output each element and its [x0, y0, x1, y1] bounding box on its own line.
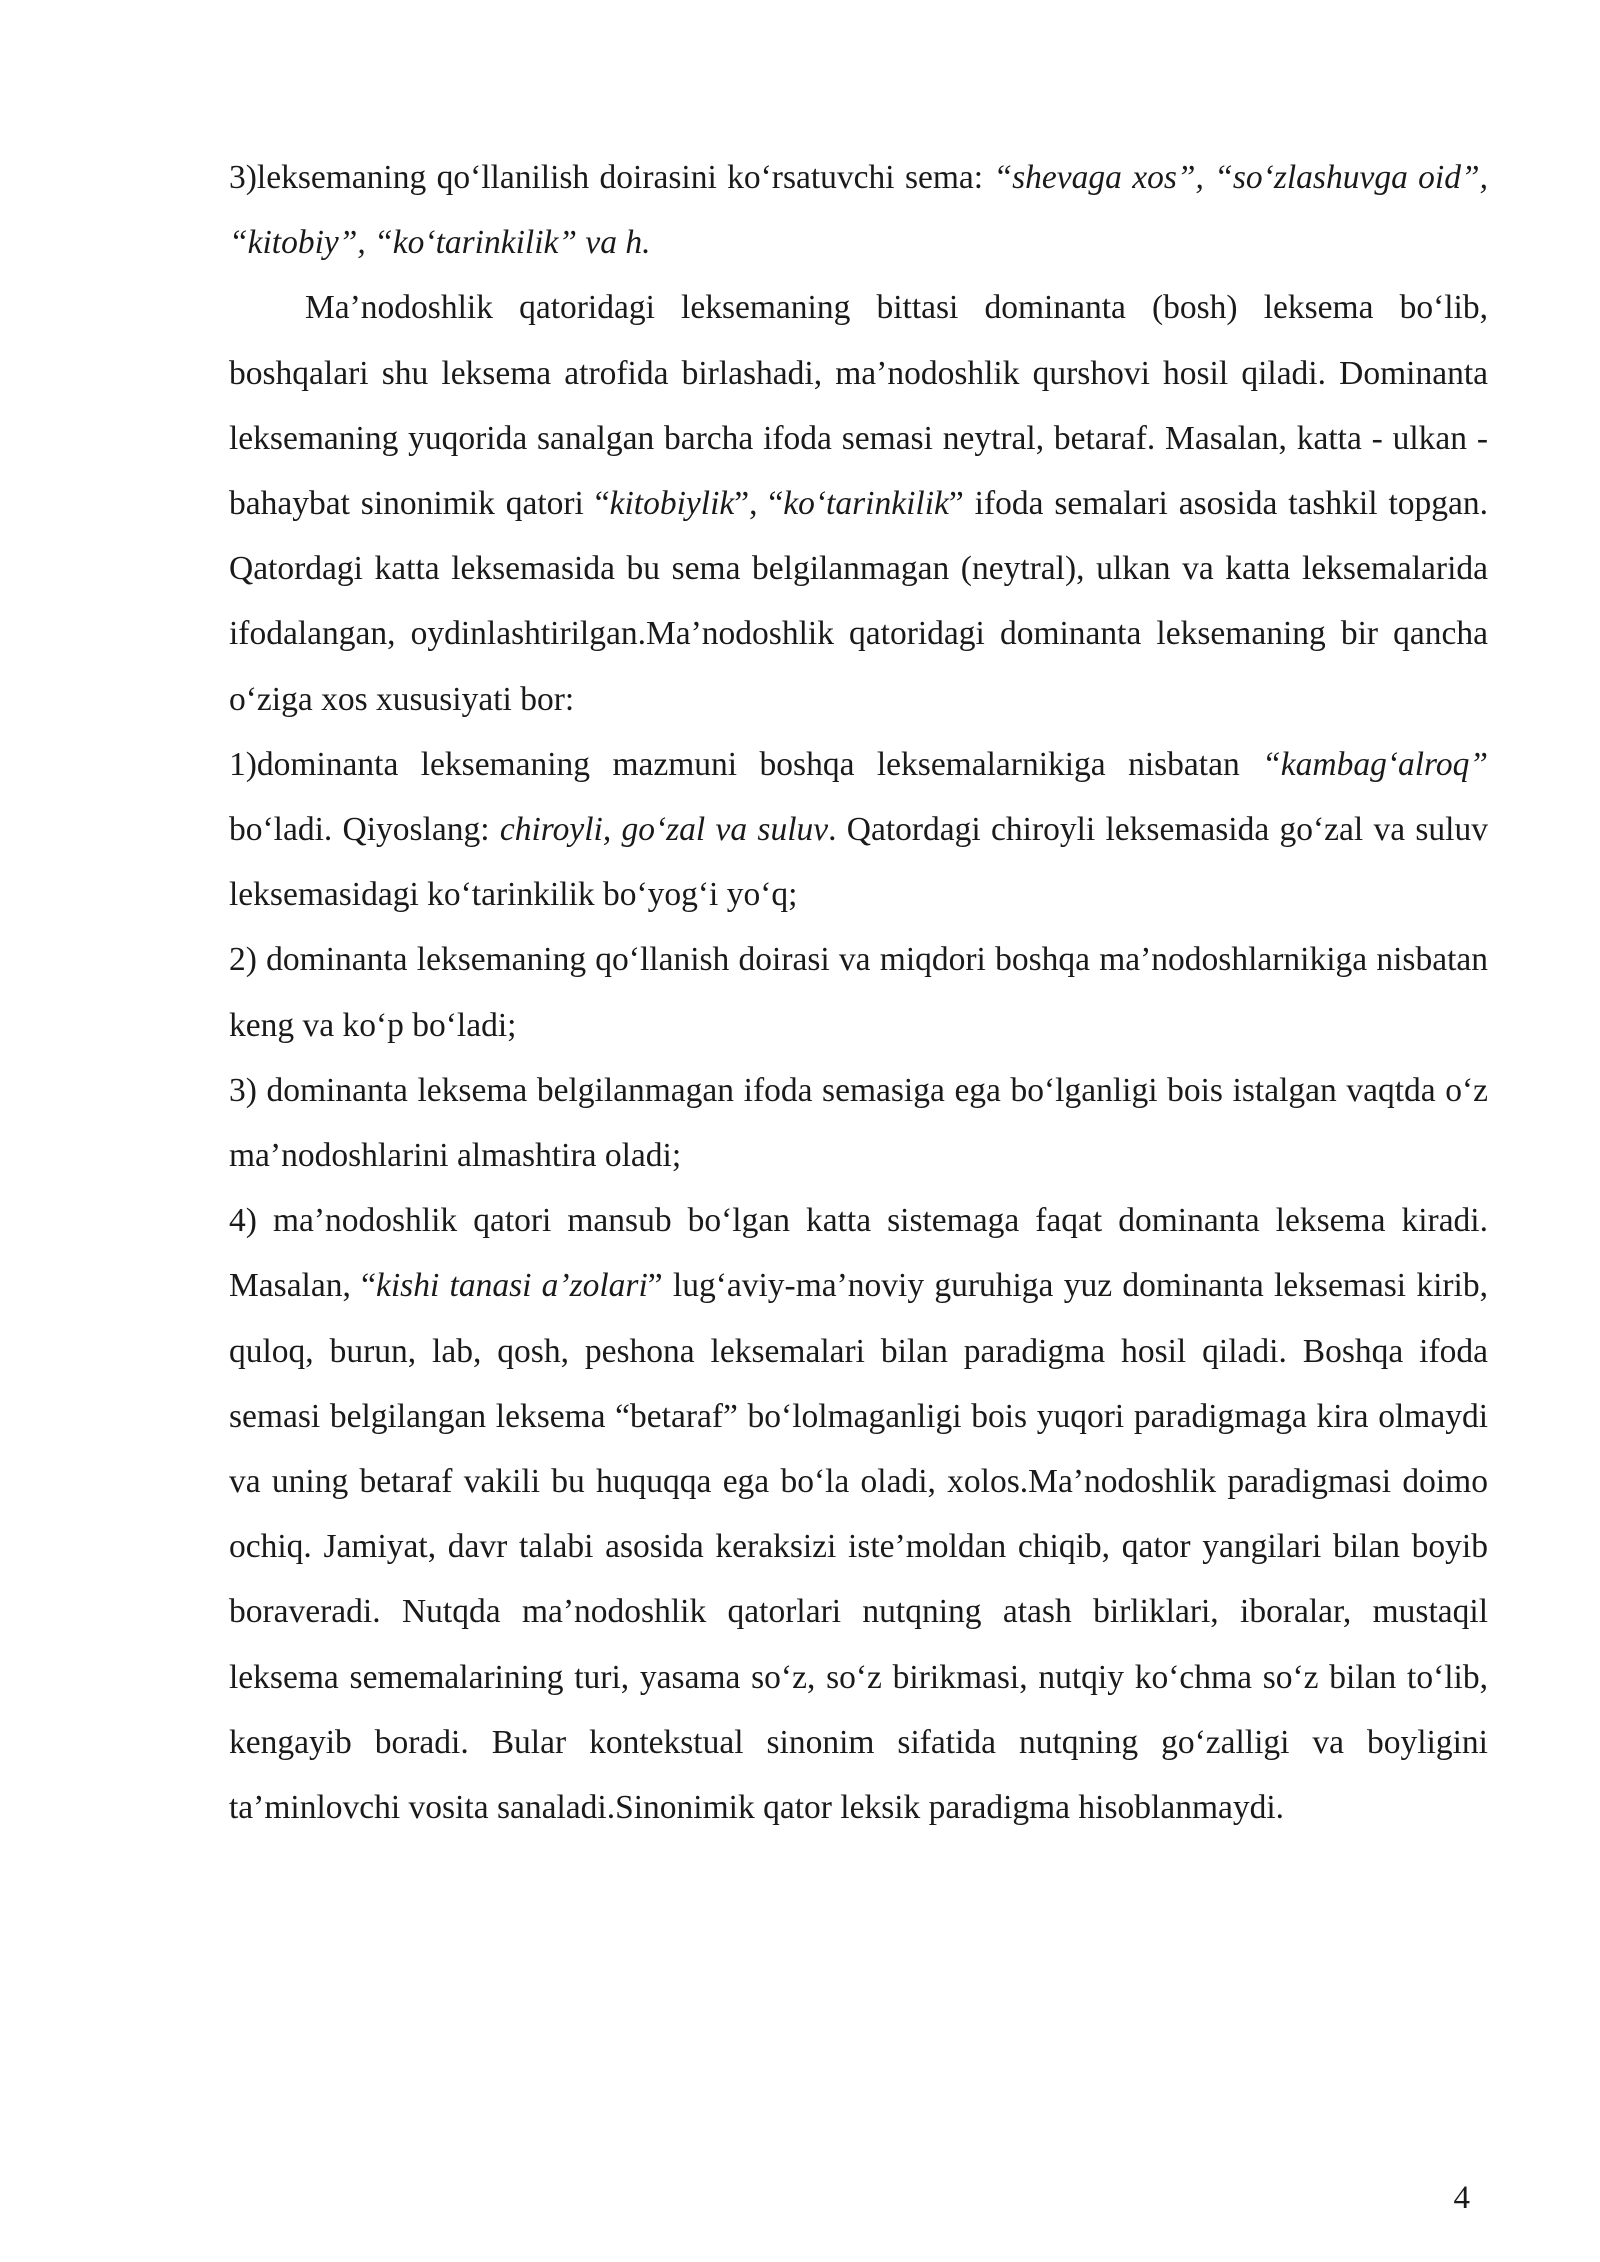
text-run: 3) dominanta leksema belgilanmagan ifoda semasiga ega bo‘lganligi bois istalgan vaqtda o‘z ma’nodoshlarini almashtira oladi; [229, 1071, 1488, 1175]
italic-text: “kambag‘alroq” [1262, 745, 1488, 783]
text-run: ”, “ [734, 485, 784, 523]
paragraph-dominanta-intro [229, 275, 1488, 731]
paragraph-feature-4 [229, 1188, 1488, 1840]
text-run: ” lug‘aviy-ma’noviy guruhiga yuz dominanta leksemasi kirib, quloq, burun, lab, qosh, peshona leksemalari bilan paradigma hosil qiladi. Boshqa ifoda semasi belgilangan leksema “betaraf” bo‘lolmaganligi bois yuqori paradigmaga kira olmaydi va uning betaraf vakili bu huquqqa ega bo‘la oladi, xolos.Ma’nodoshlik paradigmasi doimo ochiq. Jamiyat, davr talabi asosida keraksizi iste’moldan chiqib, qator yangilari bilan boyib boraveradi. Nutqda ma’nodoshlik qatorlari nutqning atash birliklari, iboralar, mustaqil leksema sememalarining turi, yasama so‘z, so‘z birikmasi, nutqiy ko‘chma so‘z bilan to‘lib, kengayib boradi. Bular kontekstual sinonim sifatida nutqning go‘zalligi va boyligini ta’minlovchi vosita sanaladi.Sinonimik qator leksik paradigma hisoblanmaydi. [229, 1267, 1488, 1827]
text-run: 3)leksemaning qo‘llanilish doirasini ko‘rsatuvchi sema: [229, 159, 994, 196]
paragraph-feature-2 [229, 927, 1488, 1057]
paragraph-sema-3 [229, 145, 1488, 275]
text-run: ” ifoda semalari asosida tashkil topgan. Qatordagi katta leksemasida bu sema belgilanmagan (neytral), ulkan va katta leksemalarida ifodalangan, oydinlashtirilgan.Ma’nodoshlik qatoridagi dominanta leksemaning bir qancha o‘ziga xos xususiyati bor: [229, 485, 1488, 718]
body-text [229, 145, 1488, 1840]
text-run: bo‘ladi. Qiyoslang: [229, 811, 500, 849]
paragraph-feature-1 [229, 732, 1488, 928]
italic-text: ko‘tarinkilik [783, 485, 949, 523]
italic-text: kishi tanasi a’zolari [376, 1267, 648, 1305]
italic-text: “shevaga xos”, “so‘zlashuvga oid”, “kitobiy”, “ko‘tarinkilik” va h. [229, 159, 1488, 262]
text-run: . Qatordagi chiroyli leksemasida go‘zal va suluv leksemasidagi ko‘tarinkilik bo‘yog‘i yo‘q; [229, 811, 1488, 914]
page-number: 4 [1453, 2180, 1470, 2216]
text-run: 4) ma’nodoshlik qatori mansub bo‘lgan katta sistemaga faqat dominanta leksema kiradi. Masalan, “ [229, 1202, 1488, 1305]
text-run: 1)dominanta leksemaning mazmuni boshqa leksemalarnikiga nisbatan [229, 745, 1263, 783]
text-run: 2) dominanta leksemaning qo‘llanish doirasi va miqdori boshqa ma’nodoshlarnikiga nisbatan keng va ko‘p bo‘ladi; [229, 941, 1488, 1044]
paragraph-feature-3 [229, 1058, 1488, 1188]
italic-text: chiroyli, go‘zal va suluv [499, 811, 829, 849]
text-run: Ma’nodoshlik qatoridagi leksemaning bittasi dominanta (bosh) leksema bo‘lib, boshqalari shu leksema atrofida birlashadi, ma’nodoshlik qurshovi hosil qiladi. Dominanta leksemaning yuqorida sanalgan barcha ifoda semasi neytral, betaraf. Masalan, katta - ulkan - bahaybat sinonimik qatori “ [229, 289, 1488, 523]
italic-text: kitobiylik [609, 485, 735, 523]
